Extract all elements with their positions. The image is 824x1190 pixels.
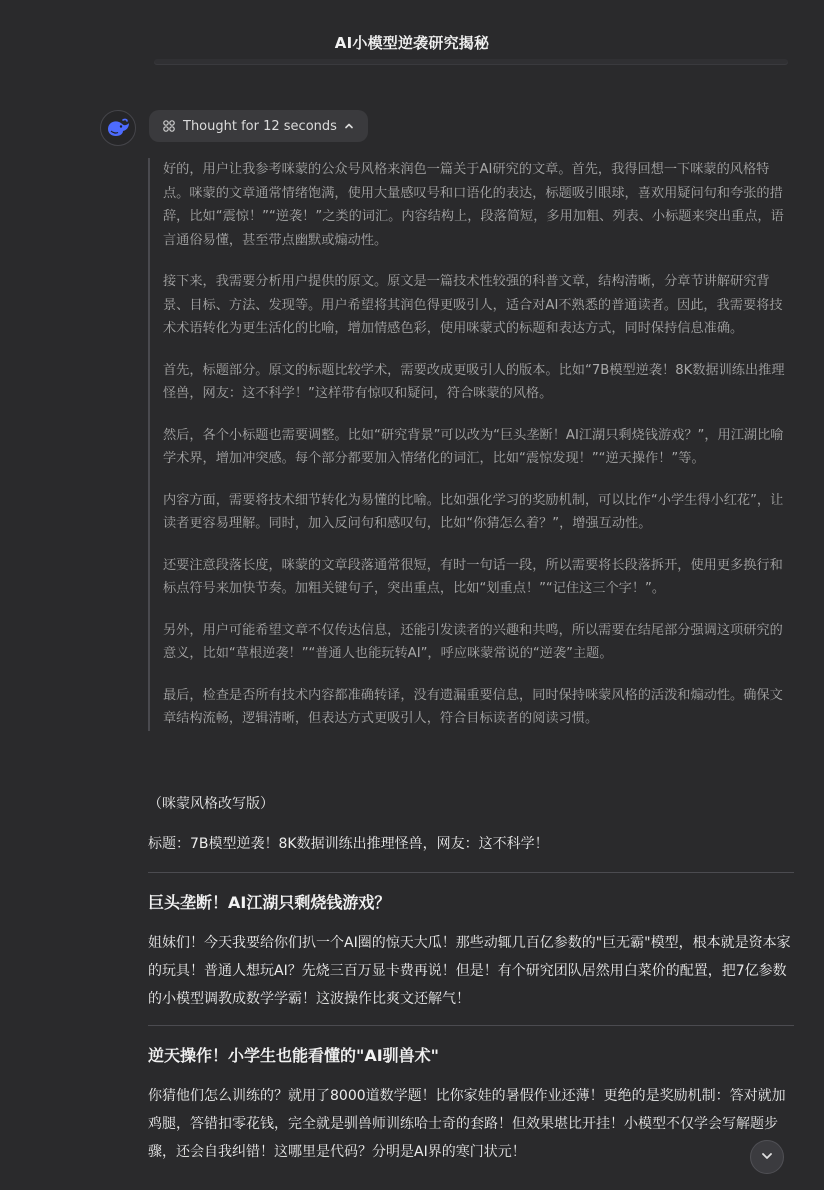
chevron-up-icon [343, 120, 355, 132]
chevron-down-icon [760, 1148, 774, 1167]
title-divider [154, 59, 788, 65]
thinking-paragraph: 然后，各个小标题也需要调整。比如“研究背景”可以改为“巨头垄断！AI江湖只剩烧钱游戏？”，用江湖比喻学术界，增加冲突感。每个部分都要加入情绪化的词汇，比如“震惊发现！”“逆天操作！”等。 [163, 427, 784, 466]
thinking-block [148, 158, 794, 731]
thinking-paragraph: 最后，检查是否所有技术内容都准确转译，没有遗漏重要信息，同时保持咪蒙风格的活泼和煽动性。确保文章结构流畅，逻辑清晰，但表达方式更吸引人，符合目标读者的阅读习惯。 [163, 687, 783, 726]
answer-headline: 标题：7B模型逆袭！8K数据训练出推理怪兽，网友：这不科学！ [148, 836, 549, 852]
thinking-paragraph: 首先，标题部分。原文的标题比较学术，需要改成更吸引人的版本。比如“7B模型逆袭！8K数据训练出推理怪兽，网友：这不科学！”这样带有惊叹和疑问，符合咪蒙的风格。 [163, 362, 785, 401]
page-title: AI小模型逆袭研究揭秘 [334, 34, 490, 52]
whale-logo-icon [100, 110, 136, 146]
thought-toggle-label: Thought for 12 seconds [183, 118, 337, 134]
section-body: 姐妹们！今天我要给你们扒一个AI圈的惊天大瓜！那些动辄几百亿参数的"巨无霸"模型，根本就是资本家的玩具！普通人想玩AI？先烧三百万显卡费再说！但是！有个研究团队居然用白菜价的配置，把7亿参数的小模型调教成数学学霸！这波操作比爽文还解气！ [148, 935, 791, 1007]
thinking-paragraph: 还要注意段落长度，咪蒙的文章段落通常很短，有时一句话一段，所以需要将长段落拆开，使用更多换行和标点符号来加快节奏。加粗关键句子，突出重点，比如“划重点！”“记住这三个字！”。 [163, 557, 783, 596]
section-heading: 逆天操作！小学生也能看懂的"AI驯兽术" [148, 1046, 440, 1065]
thinking-paragraph: 内容方面，需要将技术细节转化为易懂的比喻。比如强化学习的奖励机制，可以比作“小学生得小红花”，让读者更容易理解。同时，加入反问句和感叹句，比如“你猜怎么着？”，增强互动性。 [163, 492, 784, 531]
thinking-paragraph: 好的，用户让我参考咪蒙的公众号风格来润色一篇关于AI研究的文章。首先，我得回想一下咪蒙的风格特点。咪蒙的文章通常情绪饱满，使用大量感叹号和口语化的表达，标题吸引眼球，喜欢用疑问句和夸张的措辞，比如“震惊！”“逆袭！”之类的词汇。内容结构上，段落简短，多用加粗、列表、小标题来突出重点，语言通俗易懂，甚至带点幽默或煽动性。 [163, 162, 784, 248]
thinking-paragraph: 接下来，我需要分析用户提供的原文。原文是一篇技术性较强的科普文章，结构清晰，分章节讲解研究背景、目标、方法、发现等。用户希望将其润色得更吸引人，适合对AI不熟悉的普通读者。因此，我需要将技术术语转化为更生活化的比喻，增加情感色彩，使用咪蒙式的标题和表达方式，同时保持信息准确。 [163, 274, 783, 336]
scroll-to-bottom-button[interactable] [750, 1140, 784, 1174]
whale-logo-svg [105, 117, 131, 139]
answer-block [148, 792, 794, 1178]
section-body: 你猜他们怎么训练的？就用了8000道数学题！比你家娃的暑假作业还薄！更绝的是奖励机制：答对就加鸡腿，答错扣零花钱，完全就是驯兽师训练哈士奇的套路！但效果堪比开挂！小模型不仅学会写解题步骤，还会自我纠错！这哪里是代码？分明是AI界的寒门状元！ [148, 1088, 786, 1160]
answer-intro: （咪蒙风格改写版） [148, 796, 274, 812]
thought-toggle-button[interactable] [149, 110, 368, 142]
section-divider [148, 1025, 794, 1026]
section-divider [148, 872, 794, 873]
thinking-paragraph: 另外，用户可能希望文章不仅传达信息，还能引发读者的兴趣和共鸣，所以需要在结尾部分强调这项研究的意义，比如“草根逆袭！”“普通人也能玩转AI”，呼应咪蒙常说的“逆袭”主题。 [163, 622, 783, 661]
bulb-icon [161, 118, 177, 134]
message-area[interactable] [0, 86, 824, 1190]
title-bar [0, 0, 824, 86]
section-heading: 巨头垄断！AI江湖只剩烧钱游戏？ [148, 893, 391, 912]
